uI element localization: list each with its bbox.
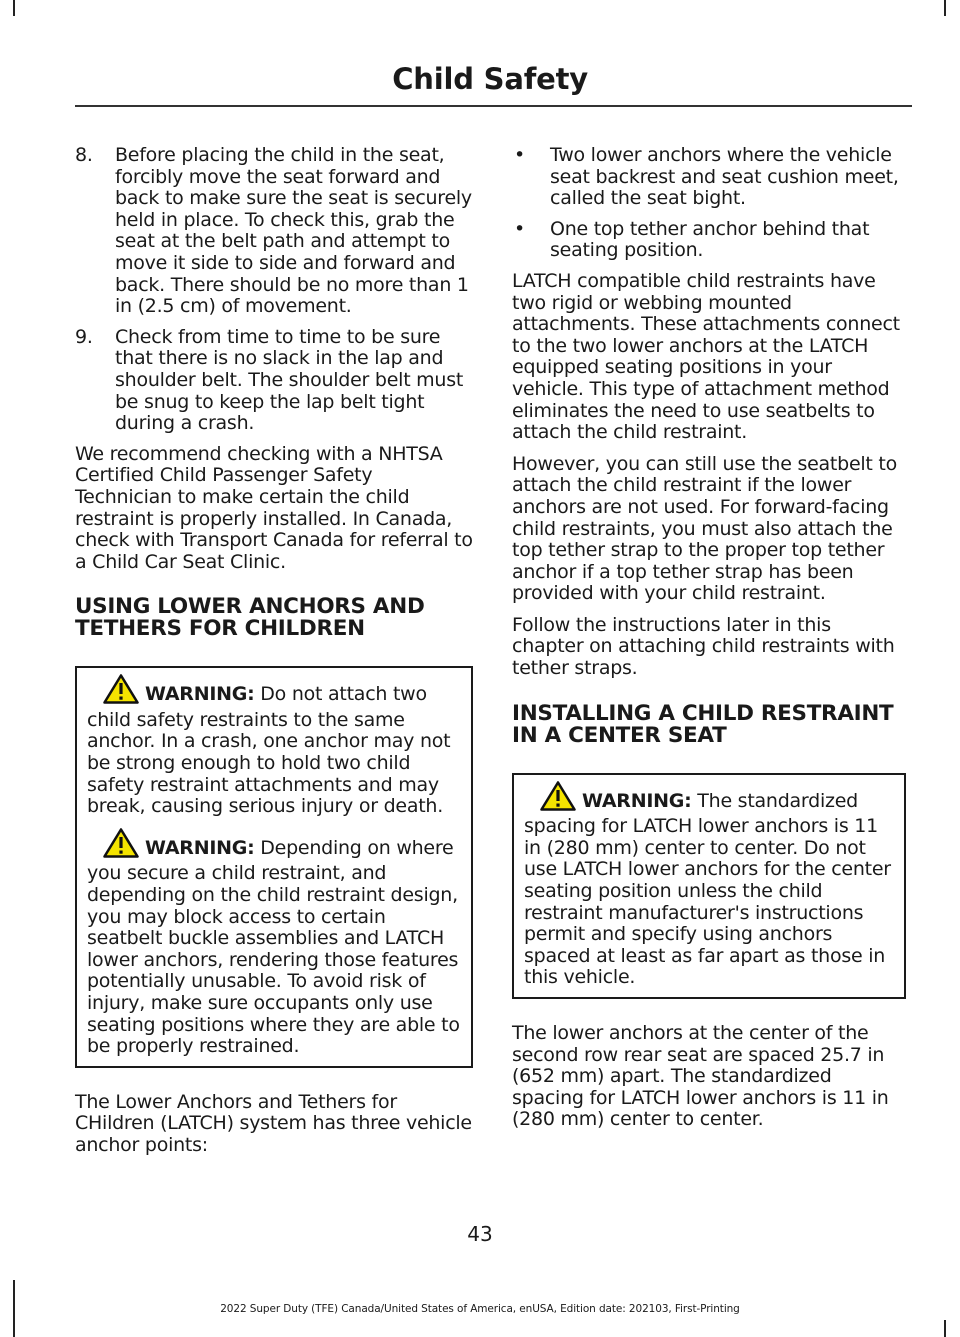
list-item-text: Two lower anchors where the vehicle seat backrest and seat cushion meet, called the seat bight. — [550, 144, 899, 210]
paragraph: Follow the instructions later in this chapter on attaching child restraints with tether straps. — [512, 613, 895, 680]
paragraph: The lower anchors at the center of the second row rear seat are spaced 25.7 in (652 mm) apart. The standardized spacing for LATCH lower anchors is 11 in (280 mm) center to center. — [512, 1022, 889, 1131]
section-heading: USING LOWER ANCHORS AND TETHERS FOR CHILDREN — [75, 594, 425, 642]
paragraph: LATCH compatible child restraints have two rigid or webbing mounted attachments. These attachments connect to the two lower anchors at the LATCH equipped seating positions in your vehicle. This type of attachment method eliminates the need to use seatbelts to attach the child restraint. — [512, 269, 900, 444]
section-heading: INSTALLING A CHILD RESTRAINT IN A CENTER SEAT — [512, 700, 894, 748]
paragraph: The Lower Anchors and Tethers for CHildren (LATCH) system has three vehicle anchor points: — [75, 1090, 472, 1156]
warning-label: WARNING: — [145, 836, 255, 859]
warning-text: Depending on where you secure a child restraint, and depending on the child restraint design, you may block access to certain seatbelt buckle assemblies and LATCH lower anchors, rendering those features potentially unusable. To avoid risk of injury, make sure occupants only use seating positions where they are able to be properly restrained. — [87, 836, 460, 1058]
crop-mark-top-right — [944, 0, 946, 16]
warning-label: WARNING: — [582, 789, 692, 812]
header-divider — [75, 105, 912, 107]
left-column — [75, 145, 473, 1167]
list-item-text: Before placing the child in the seat, forcibly move the seat forward and back to make sure the seat is securely held in place. To check this, grab the seat at the belt path and attempt to move it side to side and forward and back. There should be no more than 1 in (2.5 cm) of movement. — [115, 144, 472, 318]
list-item-text: One top tether anchor behind that seating position. — [550, 217, 870, 262]
warning-paragraph — [87, 674, 463, 818]
crop-mark-bottom-right — [944, 1320, 946, 1337]
list-item-text: Check from time to time to be sure that there is no slack in the lap and shoulder belt. The shoulder belt must be snug to keep the lap belt tight during a crash. — [115, 325, 464, 435]
right-column — [512, 145, 906, 1141]
warning-triangle-icon — [103, 674, 139, 710]
list-item — [75, 327, 473, 435]
page-number: 43 — [467, 1222, 493, 1246]
list-item — [512, 145, 906, 210]
warning-text: Do not attach two child safety restraints to the same anchor. In a crash, one anchor may not be strong enough to hold two child safety restraint attachments and may break, causing serious injury or death. — [87, 683, 451, 818]
list-item-number: 9. — [75, 325, 93, 348]
list-item-number: 8. — [75, 144, 93, 166]
bullet-mark: • — [514, 217, 525, 240]
warning-box — [512, 773, 906, 999]
list-item — [512, 219, 906, 262]
paragraph: We recommend checking with a NHTSA Certified Child Passenger Safety Technician to make certain the child restraint is properly installed. In Canada, check with Transport Canada for referral to a Child Car Seat Clinic. — [75, 442, 473, 573]
warning-paragraph — [87, 828, 463, 1058]
list-item — [75, 145, 473, 318]
warning-label: WARNING: — [145, 683, 255, 706]
paragraph: However, you can still use the seatbelt to attach the child restraint if the lower anchors are not used. For forward-facing child restraints, you must also attach the top tether strap to the proper top tether anchor if a top tether strap has been provided with your child restraint. — [512, 452, 897, 605]
crop-mark-top-left — [13, 0, 15, 16]
page-title: Child Safety — [392, 62, 588, 96]
warning-triangle-icon — [103, 828, 139, 864]
edition-footer: 2022 Super Duty (TFE) Canada/United States of America, enUSA, Edition date: 202103, First-Printing — [220, 1303, 740, 1315]
warning-text: The standardized spacing for LATCH lower anchors is 11 in (280 mm) center to center. Do not use LATCH lower anchors for the center seating position unless the child restraint manufacturer's instructions permit and specify using anchors spaced at least as far apart as those in this vehicle. — [524, 789, 891, 989]
warning-triangle-icon — [540, 781, 576, 817]
bullet-mark: • — [514, 144, 525, 166]
warning-box — [75, 666, 473, 1068]
warning-paragraph — [524, 781, 896, 989]
